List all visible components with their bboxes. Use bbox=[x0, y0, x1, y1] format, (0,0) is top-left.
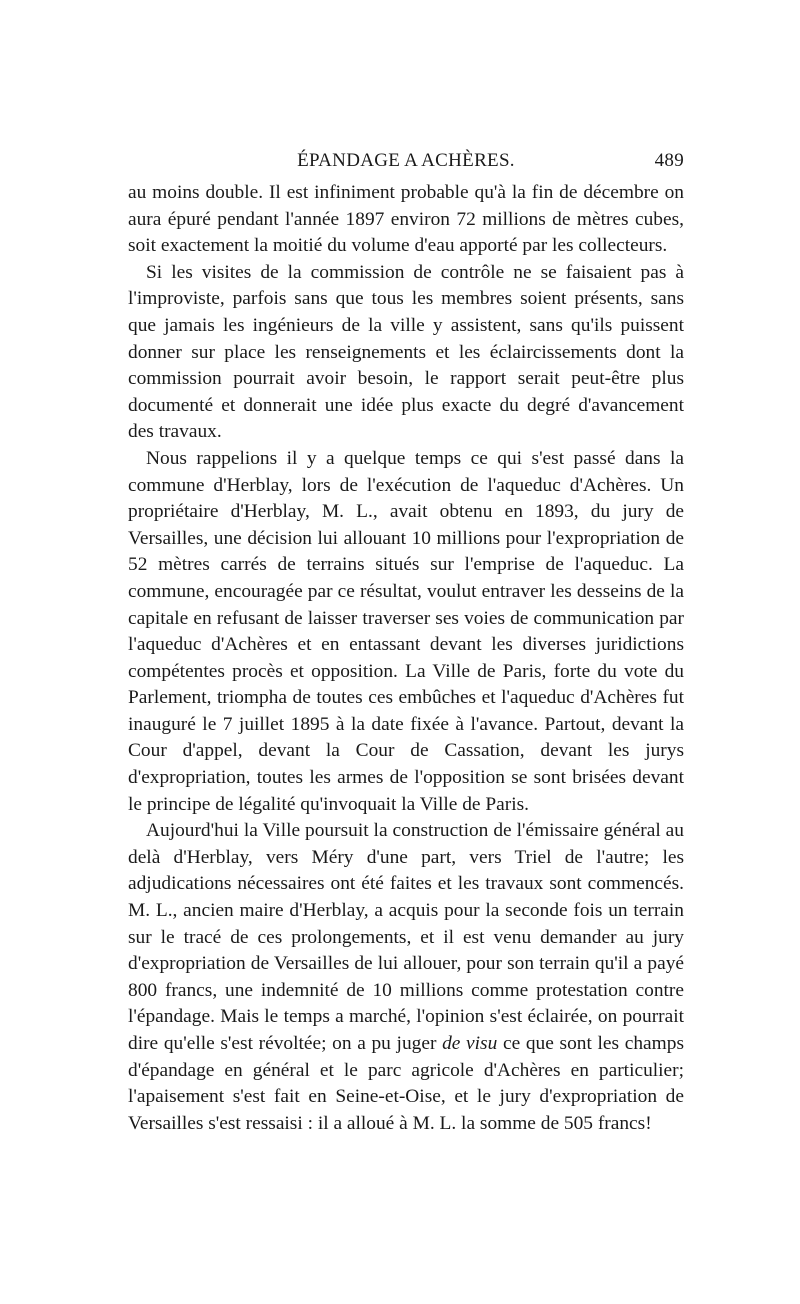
paragraph-herblay-history: Nous rappelions il y a quelque temps ce qui s'est passé dans la commune d'Herblay, lors de l'exécution de l'aqueduc d'Achères. Un propriétaire d'Herblay, M. L., avait obtenu en 1893, du jury de Versailles, une décision lui allouant 10 millions pour l'expropriation de 52 mètres carrés de terrains situés sur l'emprise de l'aqueduc. La commune, encouragée par ce résultat, voulut entraver les desseins de la capitale en refusant de laisser traverser ses voies de communication par l'aqueduc d'Achères et en entassant devant les diverses juridictions compétentes procès et opposition. La Ville de Paris, forte du vote du Parlement, triompha de toutes ces embûches et l'aqueduc d'Achères fut inauguré le 7 juillet 1895 à la date fixée à l'avance. Partout, devant la Cour d'appel, devant la Cour de Cassation, devant les jurys d'expropriation, toutes les armes de l'opposition se sont brisées devant le principe de légalité qu'invoquait la Ville de Paris. bbox=[128, 447, 684, 815]
paragraph-current-works bbox=[128, 818, 684, 1137]
page-number: 489 bbox=[654, 150, 684, 171]
running-title: ÉPANDAGE A ACHÈRES. bbox=[297, 150, 515, 171]
paragraph-commission-visits: Si les visites de la commission de contrôle ne se faisaient pas à l'improviste, parfois sans que tous les membres soient présents, sans que jamais les ingénieurs de la ville y assistent, sans qu'ils puissent donner sur place les renseignements et les éclaircissements dont la commission pourrait avoir besoin, le rapport serait peut-être plus documenté et donnerait une idée plus exacte du degré d'avancement des travaux. bbox=[128, 261, 684, 443]
paragraph-continuation: au moins double. Il est infiniment probable qu'à la fin de décembre on aura épuré pendant l'année 1897 environ 72 millions de mètres cubes, soit exactement la moitié du volume d'eau apporté par les collecteurs. bbox=[128, 182, 684, 257]
paragraph-text-before: Aujourd'hui la Ville poursuit la construction de l'émissaire général au delà d'Herblay, vers Méry d'une part, vers Triel de l'autre; les adjudications nécessaires ont été faites et les travaux sont commencés. M. L., ancien maire d'Herblay, a acquis pour la seconde fois un terrain sur le tracé de ces prolongements, et il est venu demander au jury d'expropriation de Versailles de lui allouer, pour son terrain qu'il a payé 800 francs, une indemnité de 10 millions comme protestation contre l'épandage. Mais le temps a marché, l'opinion s'est éclairée, on pourrait dire qu'elle s'est révoltée; on a pu juger bbox=[128, 820, 684, 1054]
body-text bbox=[128, 180, 684, 1137]
paragraph-text-after: ce que sont les champs d'épandage en général et le parc agricole d'Achères en particulier; l'apaisement s'est fait en Seine-et-Oise, et le jury d'expropriation de Versailles s'est ressaisi : il a alloué à M. L. la somme de 505 francs! bbox=[128, 1033, 684, 1134]
latin-emphasis: de visu bbox=[442, 1033, 498, 1054]
running-head bbox=[128, 150, 684, 180]
book-page bbox=[128, 150, 684, 1137]
